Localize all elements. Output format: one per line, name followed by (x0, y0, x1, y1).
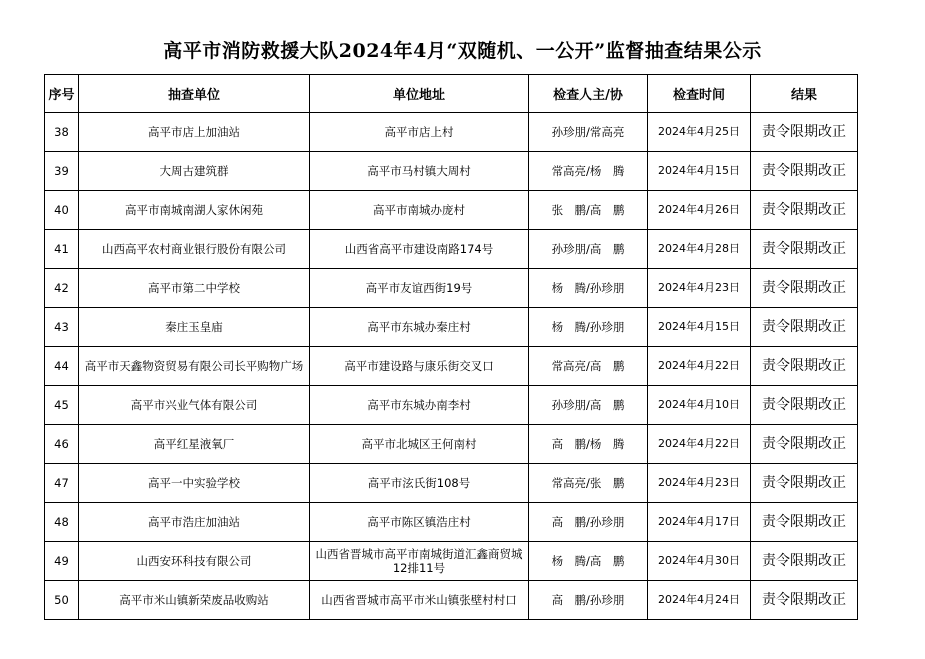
table-row (45, 191, 858, 230)
cell-date: 2024年4月23日 (648, 269, 751, 308)
header-date: 检查时间 (648, 75, 751, 113)
table-row (45, 581, 858, 620)
table-row (45, 152, 858, 191)
cell-inspectors: 孙珍朋/高 鹏 (529, 230, 648, 269)
cell-unit: 山西安环科技有限公司 (79, 542, 310, 581)
table-row (45, 269, 858, 308)
cell-unit: 高平市第二中学校 (79, 269, 310, 308)
cell-inspectors: 常高亮/张 鹏 (529, 464, 648, 503)
cell-seq: 43 (45, 308, 79, 347)
table-row (45, 503, 858, 542)
cell-unit: 高平市天鑫物资贸易有限公司长平购物广场 (79, 347, 310, 386)
cell-address: 高平市马村镇大周村 (310, 152, 529, 191)
table-row (45, 308, 858, 347)
cell-inspectors: 高 鹏/孙珍朋 (529, 503, 648, 542)
cell-date: 2024年4月17日 (648, 503, 751, 542)
cell-address: 山西省晋城市高平市南城街道汇鑫商贸城12排11号 (310, 542, 529, 581)
table-row (45, 113, 858, 152)
cell-address: 山西省晋城市高平市米山镇张壁村村口 (310, 581, 529, 620)
cell-inspectors: 孙珍朋/高 鹏 (529, 386, 648, 425)
cell-result: 责令限期改正 (751, 269, 858, 308)
cell-result: 责令限期改正 (751, 347, 858, 386)
cell-date: 2024年4月22日 (648, 425, 751, 464)
cell-result: 责令限期改正 (751, 464, 858, 503)
cell-date: 2024年4月23日 (648, 464, 751, 503)
cell-result: 责令限期改正 (751, 503, 858, 542)
cell-date: 2024年4月15日 (648, 308, 751, 347)
cell-address: 高平市建设路与康乐街交叉口 (310, 347, 529, 386)
cell-unit: 大周古建筑群 (79, 152, 310, 191)
header-address: 单位地址 (310, 75, 529, 113)
cell-result: 责令限期改正 (751, 113, 858, 152)
table-row (45, 230, 858, 269)
table-header-row (45, 75, 858, 113)
table-row (45, 386, 858, 425)
cell-result: 责令限期改正 (751, 425, 858, 464)
cell-result: 责令限期改正 (751, 386, 858, 425)
cell-inspectors: 孙珍朋/常高亮 (529, 113, 648, 152)
cell-seq: 49 (45, 542, 79, 581)
cell-seq: 41 (45, 230, 79, 269)
page-title: 高平市消防救援大队2024年4月“双随机、一公开”监督抽查结果公示 (163, 40, 762, 62)
table-row (45, 425, 858, 464)
table-row (45, 464, 858, 503)
cell-unit: 高平市米山镇新荣废品收购站 (79, 581, 310, 620)
cell-unit: 高平市浩庄加油站 (79, 503, 310, 542)
cell-seq: 48 (45, 503, 79, 542)
cell-result: 责令限期改正 (751, 308, 858, 347)
cell-date: 2024年4月15日 (648, 152, 751, 191)
cell-inspectors: 常高亮/高 鹏 (529, 347, 648, 386)
cell-result: 责令限期改正 (751, 542, 858, 581)
cell-result: 责令限期改正 (751, 191, 858, 230)
cell-date: 2024年4月10日 (648, 386, 751, 425)
cell-inspectors: 常高亮/杨 腾 (529, 152, 648, 191)
cell-seq: 39 (45, 152, 79, 191)
cell-unit: 山西高平农村商业银行股份有限公司 (79, 230, 310, 269)
cell-unit: 秦庄玉皇庙 (79, 308, 310, 347)
cell-seq: 38 (45, 113, 79, 152)
cell-inspectors: 杨 腾/孙珍朋 (529, 269, 648, 308)
cell-seq: 44 (45, 347, 79, 386)
cell-address: 高平市东城办秦庄村 (310, 308, 529, 347)
cell-address: 高平市泫氏街108号 (310, 464, 529, 503)
cell-inspectors: 高 鹏/杨 腾 (529, 425, 648, 464)
cell-address: 高平市北城区王何南村 (310, 425, 529, 464)
cell-result: 责令限期改正 (751, 152, 858, 191)
cell-address: 山西省高平市建设南路174号 (310, 230, 529, 269)
cell-inspectors: 高 鹏/孙珍朋 (529, 581, 648, 620)
cell-unit: 高平一中实验学校 (79, 464, 310, 503)
cell-seq: 50 (45, 581, 79, 620)
cell-date: 2024年4月30日 (648, 542, 751, 581)
header-inspectors: 检查人主/协 (529, 75, 648, 113)
cell-date: 2024年4月24日 (648, 581, 751, 620)
cell-unit: 高平市店上加油站 (79, 113, 310, 152)
cell-seq: 47 (45, 464, 79, 503)
cell-date: 2024年4月22日 (648, 347, 751, 386)
table-body (45, 113, 858, 620)
cell-inspectors: 杨 腾/高 鹏 (529, 542, 648, 581)
cell-seq: 46 (45, 425, 79, 464)
cell-address: 高平市陈区镇浩庄村 (310, 503, 529, 542)
cell-date: 2024年4月26日 (648, 191, 751, 230)
cell-unit: 高平市兴业气体有限公司 (79, 386, 310, 425)
results-table (44, 74, 858, 620)
header-result: 结果 (751, 75, 858, 113)
cell-address: 高平市店上村 (310, 113, 529, 152)
cell-unit: 高平红星液氧厂 (79, 425, 310, 464)
header-unit: 抽查单位 (79, 75, 310, 113)
cell-address: 高平市南城办庞村 (310, 191, 529, 230)
cell-inspectors: 杨 腾/孙珍朋 (529, 308, 648, 347)
cell-seq: 45 (45, 386, 79, 425)
table-row (45, 347, 858, 386)
cell-date: 2024年4月28日 (648, 230, 751, 269)
cell-unit: 高平市南城南湖人家休闲苑 (79, 191, 310, 230)
table-row (45, 542, 858, 581)
cell-date: 2024年4月25日 (648, 113, 751, 152)
cell-result: 责令限期改正 (751, 230, 858, 269)
cell-inspectors: 张 鹏/高 鹏 (529, 191, 648, 230)
cell-address: 高平市友谊西街19号 (310, 269, 529, 308)
cell-result: 责令限期改正 (751, 581, 858, 620)
cell-seq: 40 (45, 191, 79, 230)
cell-seq: 42 (45, 269, 79, 308)
cell-address: 高平市东城办南李村 (310, 386, 529, 425)
header-seq: 序号 (45, 75, 79, 113)
